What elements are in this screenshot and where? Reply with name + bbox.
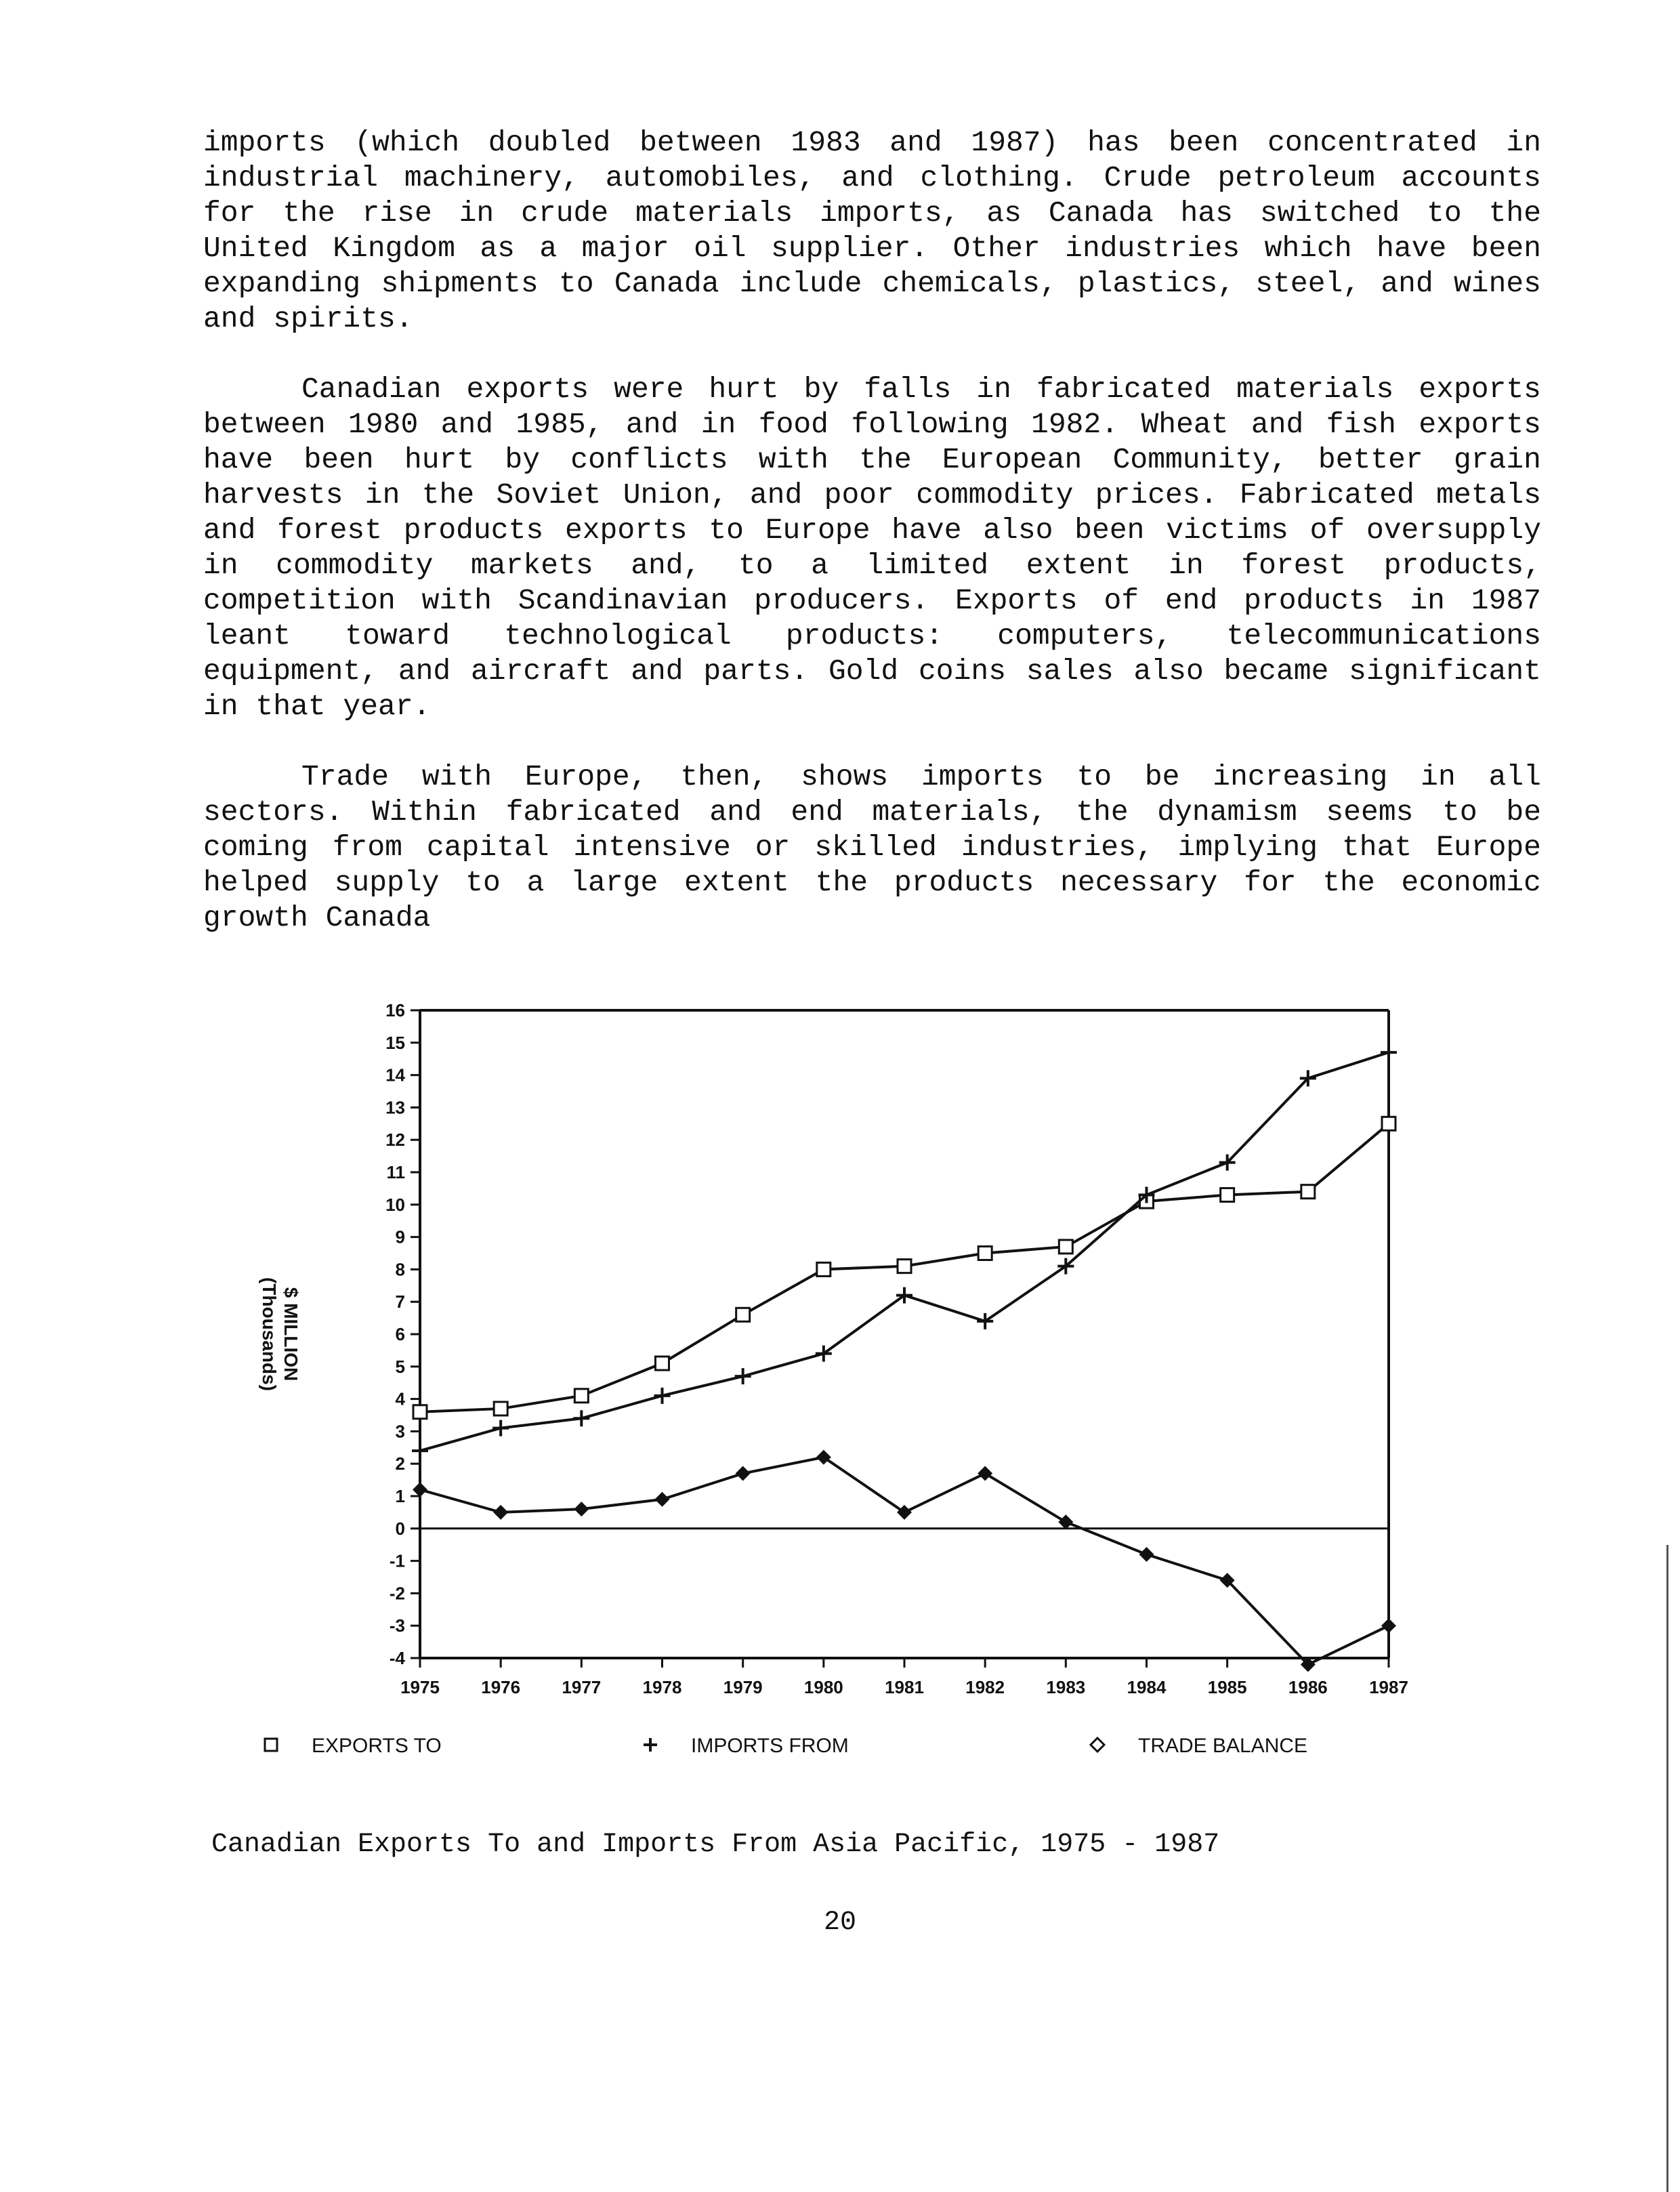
exports-point (1382, 1117, 1395, 1130)
trade-balance-point (493, 1505, 508, 1520)
imports-point (654, 1388, 671, 1404)
imports-point (1381, 1044, 1397, 1060)
imports-point (735, 1368, 751, 1384)
trade-balance-point (655, 1492, 670, 1507)
y-tick-label: 16 (385, 1000, 405, 1020)
y-tick-label: -1 (389, 1550, 405, 1571)
y-tick-label: 14 (385, 1064, 405, 1085)
imports-point (977, 1313, 993, 1329)
x-tick-label: 1986 (1288, 1677, 1328, 1697)
body-text (203, 125, 1541, 971)
exports-point (736, 1308, 750, 1321)
y-tick-label: 4 (395, 1388, 405, 1409)
trade-balance-point (736, 1466, 751, 1481)
paragraph-exports: Canadian exports were hurt by falls in fabricated materials exports between 1980 and 1985, and in food following 1982. Wheat and fish exports have been hurt by conflicts with the European Community, better grain harvests in the Soviet Union, and poor commodity prices. Fabricated metals and forest products exports to Europe have also been victims of oversupply in commodity markets and, to a limited extent in forest products, competition with Scandinavian producers. Exports of end products in 1987 leant toward technological products: computers, telecommunications equipment, and aircraft and parts. Gold coins sales also became significant in that year. (203, 373, 1541, 723)
y-tick-label: -2 (389, 1583, 405, 1604)
exports-point (574, 1389, 588, 1403)
chart-svg (257, 986, 1450, 1799)
legend-label-trade-balance: TRADE BALANCE (1138, 1735, 1308, 1757)
trade-balance-point (413, 1482, 427, 1497)
y-axis-subtitle: (Thousands) (259, 1277, 280, 1391)
page-number: 20 (824, 1907, 857, 1938)
legend-label-exports: EXPORTS TO (312, 1735, 442, 1757)
x-tick-label: 1976 (481, 1677, 521, 1697)
imports-point (412, 1443, 428, 1459)
paragraph-trade-europe: Trade with Europe, then, shows imports to be increasing in all sectors. Within fabricated and end materials, the dynamism seems to be coming from capital intensive or skilled industries, implying that Europe helped supply to a large extent the products necessary for the economic growth Canada (203, 760, 1541, 934)
y-tick-label: 11 (386, 1162, 405, 1182)
exports-point (1301, 1185, 1315, 1199)
y-tick-label: 5 (395, 1356, 405, 1377)
x-tick-label: 1979 (723, 1677, 763, 1697)
x-tick-label: 1980 (803, 1677, 843, 1697)
exports-point (978, 1247, 992, 1260)
legend-label-imports: IMPORTS FROM (691, 1735, 849, 1757)
y-tick-label: 13 (385, 1097, 405, 1118)
exports-point (656, 1357, 669, 1370)
paragraph-imports: imports (which doubled between 1983 and 1987) has been concentrated in industrial machinery, automobiles, and clothing. Crude petroleum accounts for the rise in crude materials imports, as Canada has switched to the United Kingdom as a major oil supplier. Other industries which have been expanding shipments to Canada include chemicals, plastics, steel, and wines and spirits. (203, 126, 1541, 335)
imports-series-line (420, 1052, 1389, 1451)
exports-point (1059, 1240, 1072, 1254)
trade-balance-series-line (420, 1457, 1389, 1665)
y-tick-label: 2 (395, 1453, 405, 1474)
y-tick-label: 7 (395, 1291, 405, 1312)
x-tick-label: 1981 (885, 1677, 924, 1697)
x-tick-label: 1985 (1207, 1677, 1247, 1697)
scan-edge-line (1666, 1545, 1668, 2192)
legend-plus-icon (644, 1738, 657, 1752)
exports-point (1221, 1188, 1234, 1201)
figure-caption: Canadian Exports To and Imports From Asia Pacific, 1975 - 1987 (211, 1829, 1220, 1860)
x-tick-label: 1982 (965, 1677, 1005, 1697)
exports-point (817, 1262, 831, 1276)
trade-chart (257, 986, 1450, 1799)
trade-balance-point (978, 1466, 992, 1481)
trade-balance-point (816, 1450, 831, 1465)
trade-balance-point (574, 1502, 589, 1516)
x-tick-label: 1987 (1369, 1677, 1408, 1697)
legend-diamond-icon (1091, 1738, 1104, 1752)
trade-balance-point (1139, 1547, 1154, 1562)
trade-balance-point (1058, 1514, 1073, 1529)
y-tick-label: 3 (395, 1421, 405, 1442)
y-tick-label: 10 (385, 1194, 405, 1215)
exports-point (413, 1405, 427, 1419)
legend-square-icon (265, 1739, 277, 1751)
trade-balance-point (1381, 1618, 1396, 1633)
y-tick-label: 6 (395, 1324, 405, 1344)
y-tick-label: 12 (385, 1130, 405, 1151)
y-tick-label: -3 (389, 1615, 405, 1636)
y-tick-label: 9 (395, 1226, 405, 1247)
y-tick-label: 0 (395, 1518, 405, 1539)
exports-point (494, 1402, 507, 1415)
x-tick-label: 1977 (562, 1677, 602, 1697)
y-axis-title: $ MILLION (280, 1287, 301, 1382)
y-tick-label: 8 (395, 1259, 405, 1280)
x-tick-label: 1984 (1127, 1677, 1167, 1697)
y-tick-label: 15 (385, 1032, 405, 1053)
y-tick-label: 1 (395, 1486, 405, 1506)
exports-point (898, 1260, 911, 1273)
imports-point (492, 1420, 509, 1436)
imports-point (573, 1410, 589, 1426)
x-tick-label: 1975 (400, 1677, 440, 1697)
x-tick-label: 1978 (642, 1677, 682, 1697)
trade-balance-point (897, 1505, 912, 1520)
y-tick-label: -4 (389, 1648, 405, 1668)
x-tick-label: 1983 (1046, 1677, 1086, 1697)
